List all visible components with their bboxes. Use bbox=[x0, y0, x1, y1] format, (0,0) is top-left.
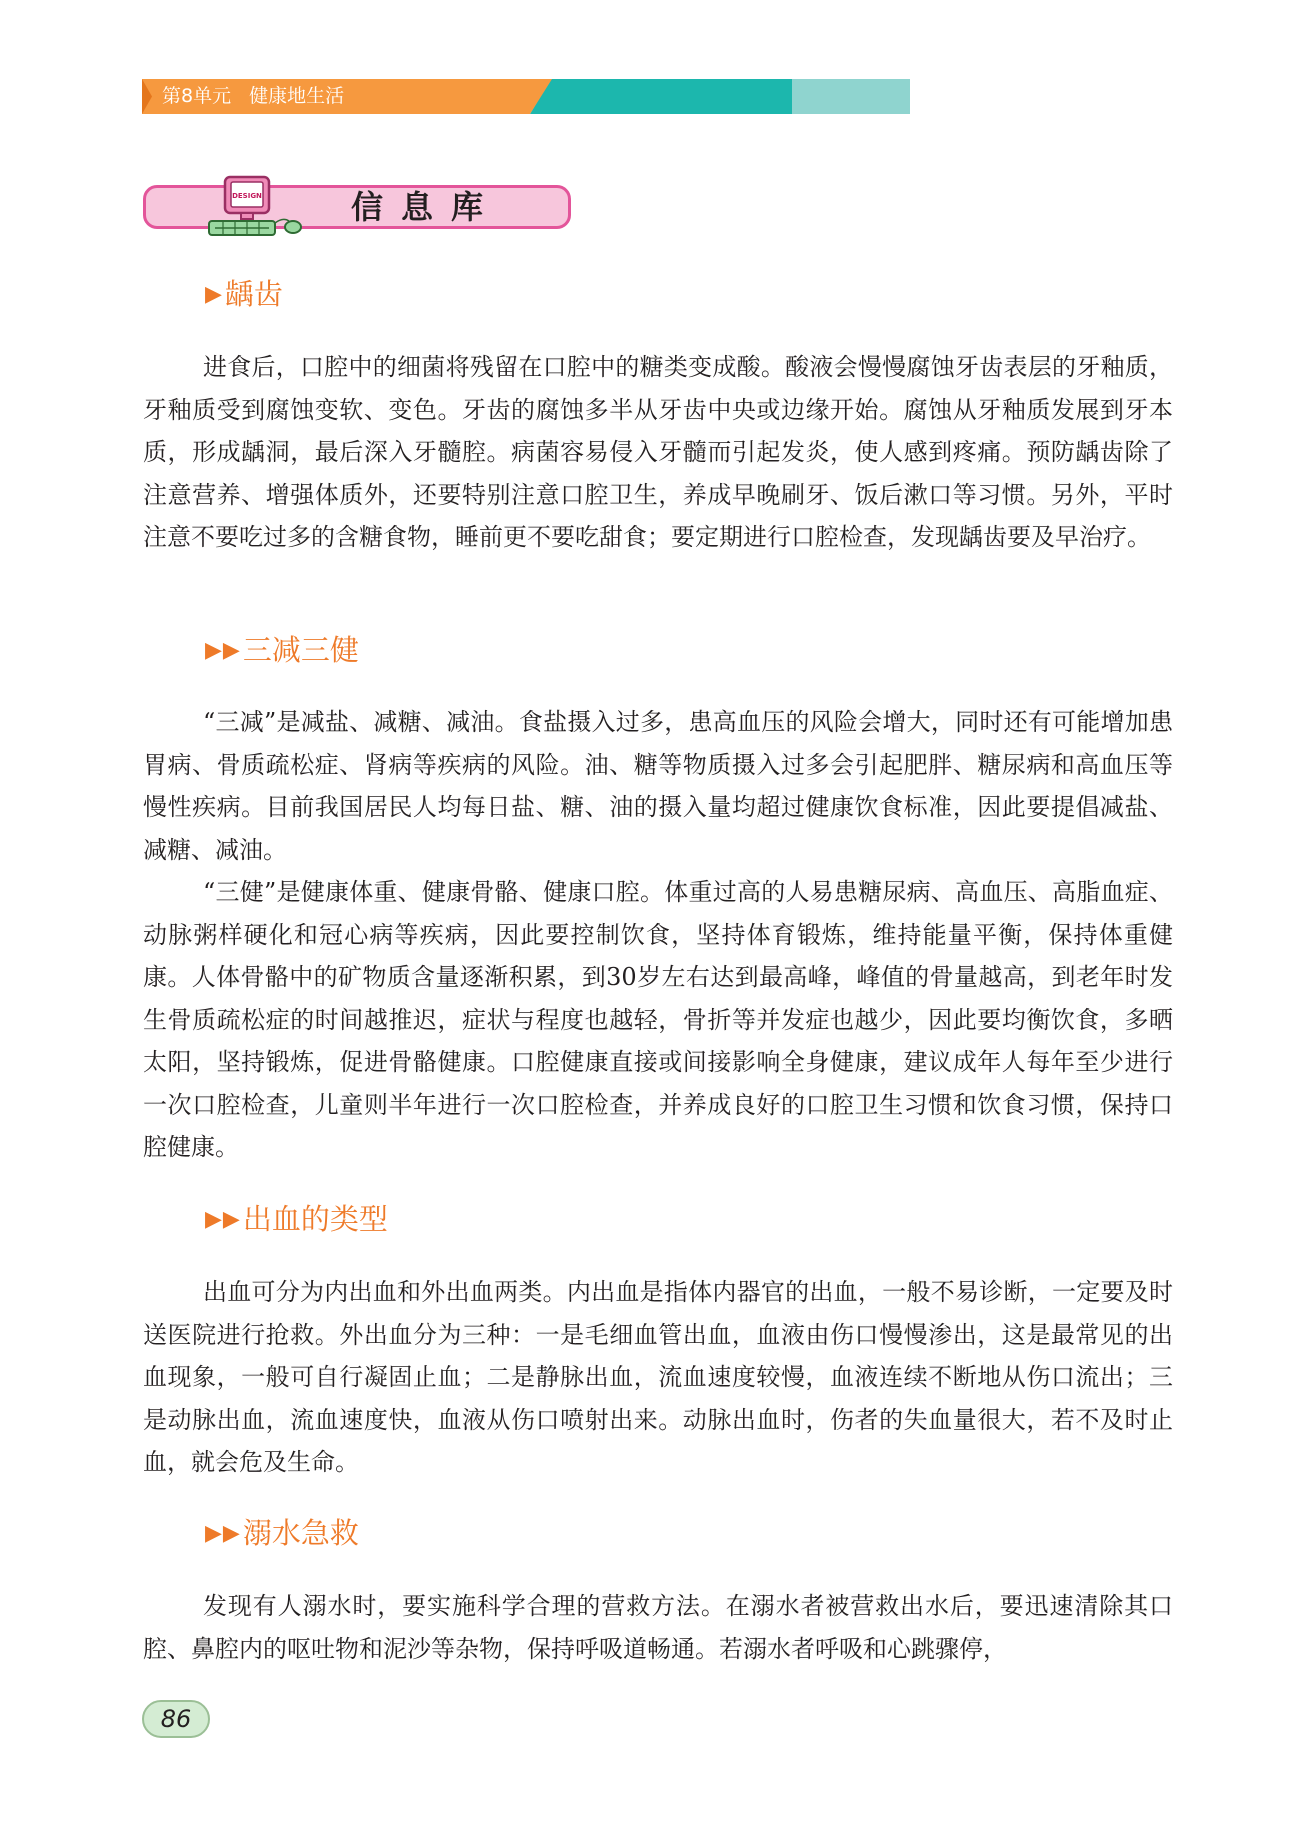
section-heading-text: 龋齿 bbox=[224, 277, 283, 311]
monitor-label: DESIGN bbox=[232, 192, 262, 200]
unit-label: 第8单元 bbox=[162, 85, 232, 107]
header-band-teal-segment bbox=[530, 79, 792, 114]
banner-title: 信息库 bbox=[351, 188, 502, 226]
paragraph-three-healths: “三健”是健康体重、健康骨骼、健康口腔。体重过高的人易患糖尿病、高血压、高脂血症、动脉粥样硬化和冠心病等疾病，因此要控制饮食，坚持体育锻炼，维持能量平衡，保持体重健康。人体骨骼中的矿物质含量逐渐积累，到30岁左右达到最高峰，峰值的骨量越高，到老年时发生骨质疏松症的时间越推迟，症状与程度也越轻，骨折等并发症也越少，因此要均衡饮食，多晒太阳，坚持锻炼，促进骨骼健康。口腔健康直接或间接影响全身健康，建议成年人每年至少进行一次口腔检查，儿童则半年进行一次口腔检查，并养成良好的口腔卫生习惯和饮食习惯，保持口腔健康。 bbox=[143, 878, 1173, 1161]
section-heading-drowning-rescue bbox=[205, 1511, 359, 1552]
paragraph-bleeding-types: 出血可分为内出血和外出血两类。内出血是指体内器官的出血，一般不易诊断，一定要及时送医院进行抢救。外出血分为三种：一是毛细血管出血，血液由伤口慢慢渗出，这是最常见的出血现象，一般可自行凝固止血；二是静脉出血，流血速度较慢，血液连续不断地从伤口流出；三是动脉出血，流血速度快，血液从伤口喷射出来。动脉出血时，伤者的失血量很大，若不及时止血，就会危及生命。 bbox=[143, 1278, 1173, 1476]
section-heading-three-reductions bbox=[205, 628, 359, 669]
triangle-arrow-icon: ▶ bbox=[205, 282, 223, 307]
double-triangle-arrow-icon: ▶▶ bbox=[205, 638, 241, 663]
paragraph-drowning-rescue: 发现有人溺水时，要实施科学合理的营救方法。在溺水者被营救出水后，要迅速清除其口腔、鼻腔内的呕吐物和泥沙等杂物，保持呼吸道畅通。若溺水者呼吸和心跳骤停， bbox=[143, 1592, 1173, 1663]
computer-icon bbox=[203, 173, 303, 241]
section-heading-text: 出血的类型 bbox=[242, 1202, 388, 1236]
paragraph-caries: 进食后，口腔中的细菌将残留在口腔中的糖类变成酸。酸液会慢慢腐蚀牙齿表层的牙釉质，牙釉质受到腐蚀变软、变色。牙齿的腐蚀多半从牙齿中央或边缘开始。腐蚀从牙釉质发展到牙本质，形成龋洞，最后深入牙髓腔。病菌容易侵入牙髓而引起发炎，使人感到疼痛。预防龋齿除了注意营养、增强体质外，还要特别注意口腔卫生，养成早晚刷牙、饭后漱口等习惯。另外，平时注意不要吃过多的含糖食物，睡前更不要吃甜食；要定期进行口腔检查，发现龋齿要及早治疗。 bbox=[143, 353, 1173, 551]
unit-header-band bbox=[142, 79, 770, 114]
unit-title bbox=[162, 79, 344, 114]
paragraph-three-reductions: “三减”是减盐、减糖、减油。食盐摄入过多，患高血压的风险会增大，同时还有可能增加患胃病、骨质疏松症、肾病等疾病的风险。油、糖等物质摄入过多会引起肥胖、糖尿病和高血压等慢性疾病。目前我国居民人均每日盐、糖、油的摄入量均超过健康饮食标准，因此要提倡减盐、减糖、减油。 bbox=[143, 708, 1173, 864]
double-triangle-arrow-icon: ▶▶ bbox=[205, 1207, 241, 1232]
section-heading-text: 三减三健 bbox=[242, 633, 359, 667]
section-heading-caries bbox=[205, 272, 283, 313]
section-heading-text: 溺水急救 bbox=[242, 1516, 359, 1550]
info-banner bbox=[143, 183, 573, 233]
page-number: 86 bbox=[142, 1700, 210, 1738]
double-triangle-arrow-icon: ▶▶ bbox=[205, 1521, 241, 1546]
section-heading-bleeding-types bbox=[205, 1197, 388, 1238]
unit-name: 健康地生活 bbox=[249, 85, 345, 107]
